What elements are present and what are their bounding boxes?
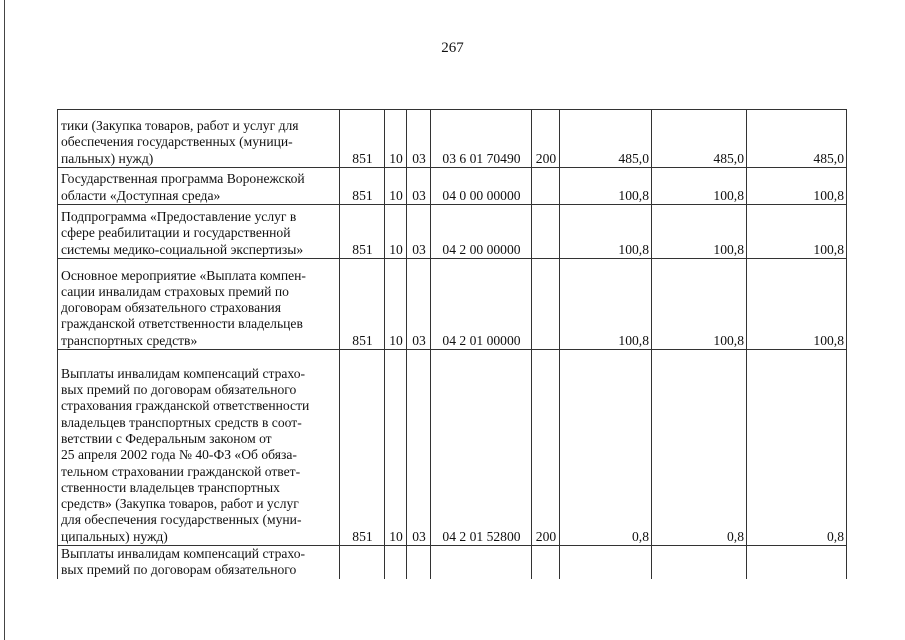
item-name-line: средств» (Закупка товаров, работ и услуг xyxy=(61,496,299,512)
section-cell: 10 xyxy=(385,350,407,546)
table-body xyxy=(58,110,847,579)
subsection-cell: 03 xyxy=(407,168,431,205)
amount-year2-cell: 100,8 xyxy=(652,168,747,205)
amount-year3-cell xyxy=(747,546,847,579)
target-article-cell: 04 2 01 00000 xyxy=(431,259,532,350)
grbs-cell: 851 xyxy=(340,205,385,259)
amount-year3-cell: 100,8 xyxy=(747,205,847,259)
amount-year3-cell: 0,8 xyxy=(747,350,847,546)
expense-type-cell xyxy=(532,546,560,579)
grbs-cell: 851 xyxy=(340,259,385,350)
item-name-line: тики (Закупка товаров, работ и услуг для xyxy=(61,118,299,134)
item-name-line: ственности владельцев транспортных xyxy=(61,479,280,495)
item-name-line: Основное мероприятие «Выплата компен- xyxy=(61,267,306,283)
subsection-cell: 03 xyxy=(407,350,431,546)
item-name-line: вых премий по договорам обязательного xyxy=(61,382,297,398)
item-name-line: договорам обязательного страхования xyxy=(61,300,281,316)
expense-type-cell: 200 xyxy=(532,110,560,168)
item-name-line: Выплаты инвалидам компенсаций страхо- xyxy=(61,546,306,561)
target-article-cell xyxy=(431,546,532,579)
amount-year1-cell xyxy=(560,546,652,579)
target-article-cell: 04 2 01 52800 xyxy=(431,350,532,546)
subsection-cell: 03 xyxy=(407,110,431,168)
grbs-cell: 851 xyxy=(340,168,385,205)
budget-table xyxy=(57,109,847,579)
item-name-line: пальных) нужд) xyxy=(61,150,154,166)
item-name-line: Подпрограмма «Предоставление услуг в xyxy=(61,209,297,225)
item-name-cell xyxy=(58,350,340,546)
item-name-cell xyxy=(58,259,340,350)
section-cell: 10 xyxy=(385,168,407,205)
item-name-line: гражданской ответственности владельцев xyxy=(61,316,303,332)
item-name-line: Государственная программа Воронежской xyxy=(61,171,305,187)
section-cell: 10 xyxy=(385,259,407,350)
target-article-cell: 04 2 00 00000 xyxy=(431,205,532,259)
item-name-line: ципальных) нужд) xyxy=(61,528,168,544)
expense-type-cell xyxy=(532,259,560,350)
item-name-line: системы медико-социальной экспертизы» xyxy=(61,241,304,257)
item-name-line: Выплаты инвалидам компенсаций страхо- xyxy=(61,365,306,381)
item-name-cell xyxy=(58,205,340,259)
item-name-line: сфере реабилитации и государственной xyxy=(61,225,291,241)
item-name-line: 25 апреля 2002 года № 40-ФЗ «Об обяза- xyxy=(61,447,297,463)
subsection-cell: 03 xyxy=(407,205,431,259)
target-article-cell: 03 6 01 70490 xyxy=(431,110,532,168)
page-left-edge xyxy=(4,0,5,640)
amount-year1-cell: 100,8 xyxy=(560,205,652,259)
amount-year2-cell xyxy=(652,546,747,579)
amount-year1-cell: 100,8 xyxy=(560,168,652,205)
item-name-line: для обеспечения государственных (муни- xyxy=(61,512,302,528)
amount-year3-cell: 485,0 xyxy=(747,110,847,168)
item-name-line: страхования гражданской ответственности xyxy=(61,398,310,414)
subsection-cell xyxy=(407,546,431,579)
table-row xyxy=(58,205,847,259)
expense-type-cell xyxy=(532,168,560,205)
section-cell: 10 xyxy=(385,110,407,168)
item-name-line: транспортных средств» xyxy=(61,332,198,348)
page-number: 267 xyxy=(441,40,464,56)
amount-year1-cell: 0,8 xyxy=(560,350,652,546)
table-row xyxy=(58,350,847,546)
item-name-line: обеспечения государственных (муници- xyxy=(61,134,293,150)
expense-type-cell xyxy=(532,205,560,259)
table-row xyxy=(58,259,847,350)
item-name-line: области «Доступная среда» xyxy=(61,187,221,203)
grbs-cell: 851 xyxy=(340,350,385,546)
item-name-line: вых премий по договорам обязательного xyxy=(61,562,297,578)
expense-type-cell: 200 xyxy=(532,350,560,546)
amount-year3-cell: 100,8 xyxy=(747,259,847,350)
item-name-line: сации инвалидам страховых премий по xyxy=(61,283,289,299)
amount-year2-cell: 0,8 xyxy=(652,350,747,546)
subsection-cell: 03 xyxy=(407,259,431,350)
table-row xyxy=(58,110,847,168)
amount-year3-cell: 100,8 xyxy=(747,168,847,205)
grbs-cell xyxy=(340,546,385,579)
grbs-cell: 851 xyxy=(340,110,385,168)
amount-year1-cell: 485,0 xyxy=(560,110,652,168)
item-name-line: владельцев транспортных средств в соот- xyxy=(61,414,302,430)
section-cell xyxy=(385,546,407,579)
amount-year2-cell: 100,8 xyxy=(652,205,747,259)
amount-year2-cell: 100,8 xyxy=(652,259,747,350)
item-name-line: тельном страховании гражданской ответ- xyxy=(61,463,301,479)
item-name-cell xyxy=(58,546,340,579)
amount-year1-cell: 100,8 xyxy=(560,259,652,350)
item-name-line: ветствии с Федеральным законом от xyxy=(61,430,272,446)
section-cell: 10 xyxy=(385,205,407,259)
item-name-cell xyxy=(58,168,340,205)
amount-year2-cell: 485,0 xyxy=(652,110,747,168)
target-article-cell: 04 0 00 00000 xyxy=(431,168,532,205)
table-row xyxy=(58,546,847,579)
item-name-cell xyxy=(58,110,340,168)
table-row xyxy=(58,168,847,205)
